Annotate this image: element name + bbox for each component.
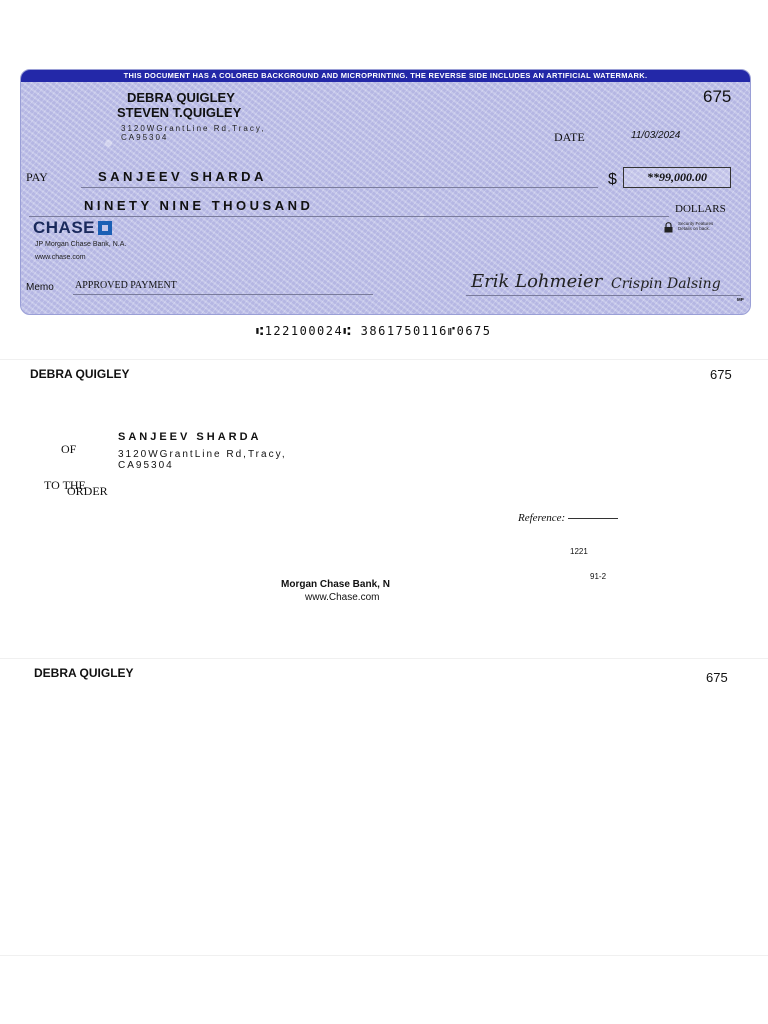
stub2-name: DEBRA QUIGLEY bbox=[34, 666, 134, 680]
pay-label: PAY bbox=[26, 170, 48, 184]
stub1-bank-website: www.Chase.com bbox=[305, 592, 380, 603]
routing-1: 1221 bbox=[570, 547, 588, 556]
bank-full-name: JP Morgan Chase Bank, N.A. bbox=[35, 241, 127, 248]
payer-address-2: CA95304 bbox=[121, 133, 169, 142]
routing-2: 91-2 bbox=[590, 572, 607, 581]
memo-label: Memo bbox=[26, 282, 54, 293]
date-value: 11/03/2024 bbox=[631, 130, 681, 141]
amount-words: NINETY NINE THOUSAND bbox=[84, 198, 314, 213]
micr-line: ⑆122100024⑆ 3861750116⑈0675 bbox=[256, 324, 492, 338]
payee-name: SANJEEV SHARDA bbox=[98, 169, 267, 184]
stub1-bank-name: Morgan Chase Bank, N bbox=[281, 579, 390, 590]
payee-line bbox=[81, 169, 598, 188]
payer-address-1: 3120WGrantLine Rd,Tracy, bbox=[121, 124, 266, 133]
signature-2: Crispin Dalsing bbox=[611, 276, 721, 292]
memo-line bbox=[73, 280, 373, 295]
amount-words-line bbox=[29, 198, 669, 217]
octagon-icon bbox=[98, 221, 112, 235]
stub2-number: 675 bbox=[706, 670, 728, 685]
security-note: Security Features Details on back. bbox=[678, 221, 714, 231]
stub1-payee-address-1: 3120WGrantLine Rd,Tracy, bbox=[118, 449, 287, 460]
stub1-payee: SANJEEV SHARDA bbox=[118, 431, 262, 443]
bank-name: CHASE bbox=[33, 218, 96, 237]
payer-name-2: STEVEN T.QUIGLEY bbox=[117, 105, 242, 120]
dollar-sign: $ bbox=[608, 171, 617, 188]
date-label: DATE bbox=[554, 130, 585, 144]
perforation-2 bbox=[0, 658, 768, 659]
perforation-1 bbox=[0, 359, 768, 360]
page-bottom-rule bbox=[0, 955, 768, 956]
reference-line bbox=[568, 518, 618, 519]
signature-1: Erik Lohmeier bbox=[471, 271, 603, 292]
payer-name-1: DEBRA QUIGLEY bbox=[127, 90, 235, 105]
order-label: ORDER bbox=[67, 484, 108, 498]
memo-text: APPROVED PAYMENT bbox=[75, 280, 177, 291]
lock-icon bbox=[664, 220, 673, 231]
stub1-name: DEBRA QUIGLEY bbox=[30, 367, 130, 381]
bank-logo bbox=[33, 218, 112, 238]
of-label: OF bbox=[61, 442, 77, 456]
to-the-label: TO THE bbox=[44, 478, 86, 492]
stub1-payee-address-2: CA95304 bbox=[118, 460, 174, 471]
check-number: 675 bbox=[703, 87, 732, 106]
reference-label: Reference: bbox=[518, 512, 566, 524]
check bbox=[20, 69, 751, 315]
bank-website: www.chase.com bbox=[35, 254, 86, 261]
amount-box: **99,000.00 bbox=[623, 167, 731, 188]
stub1-number: 675 bbox=[710, 367, 732, 382]
microprint-mark: MP bbox=[737, 297, 744, 302]
security-banner: THIS DOCUMENT HAS A COLORED BACKGROUND AND MICROPRINTING. THE REVERSE SIDE INCLUDES AN ARTIFICIAL WATERMARK. bbox=[21, 70, 750, 82]
signature-line bbox=[466, 271, 741, 296]
dollars-label: DOLLARS bbox=[675, 203, 726, 215]
